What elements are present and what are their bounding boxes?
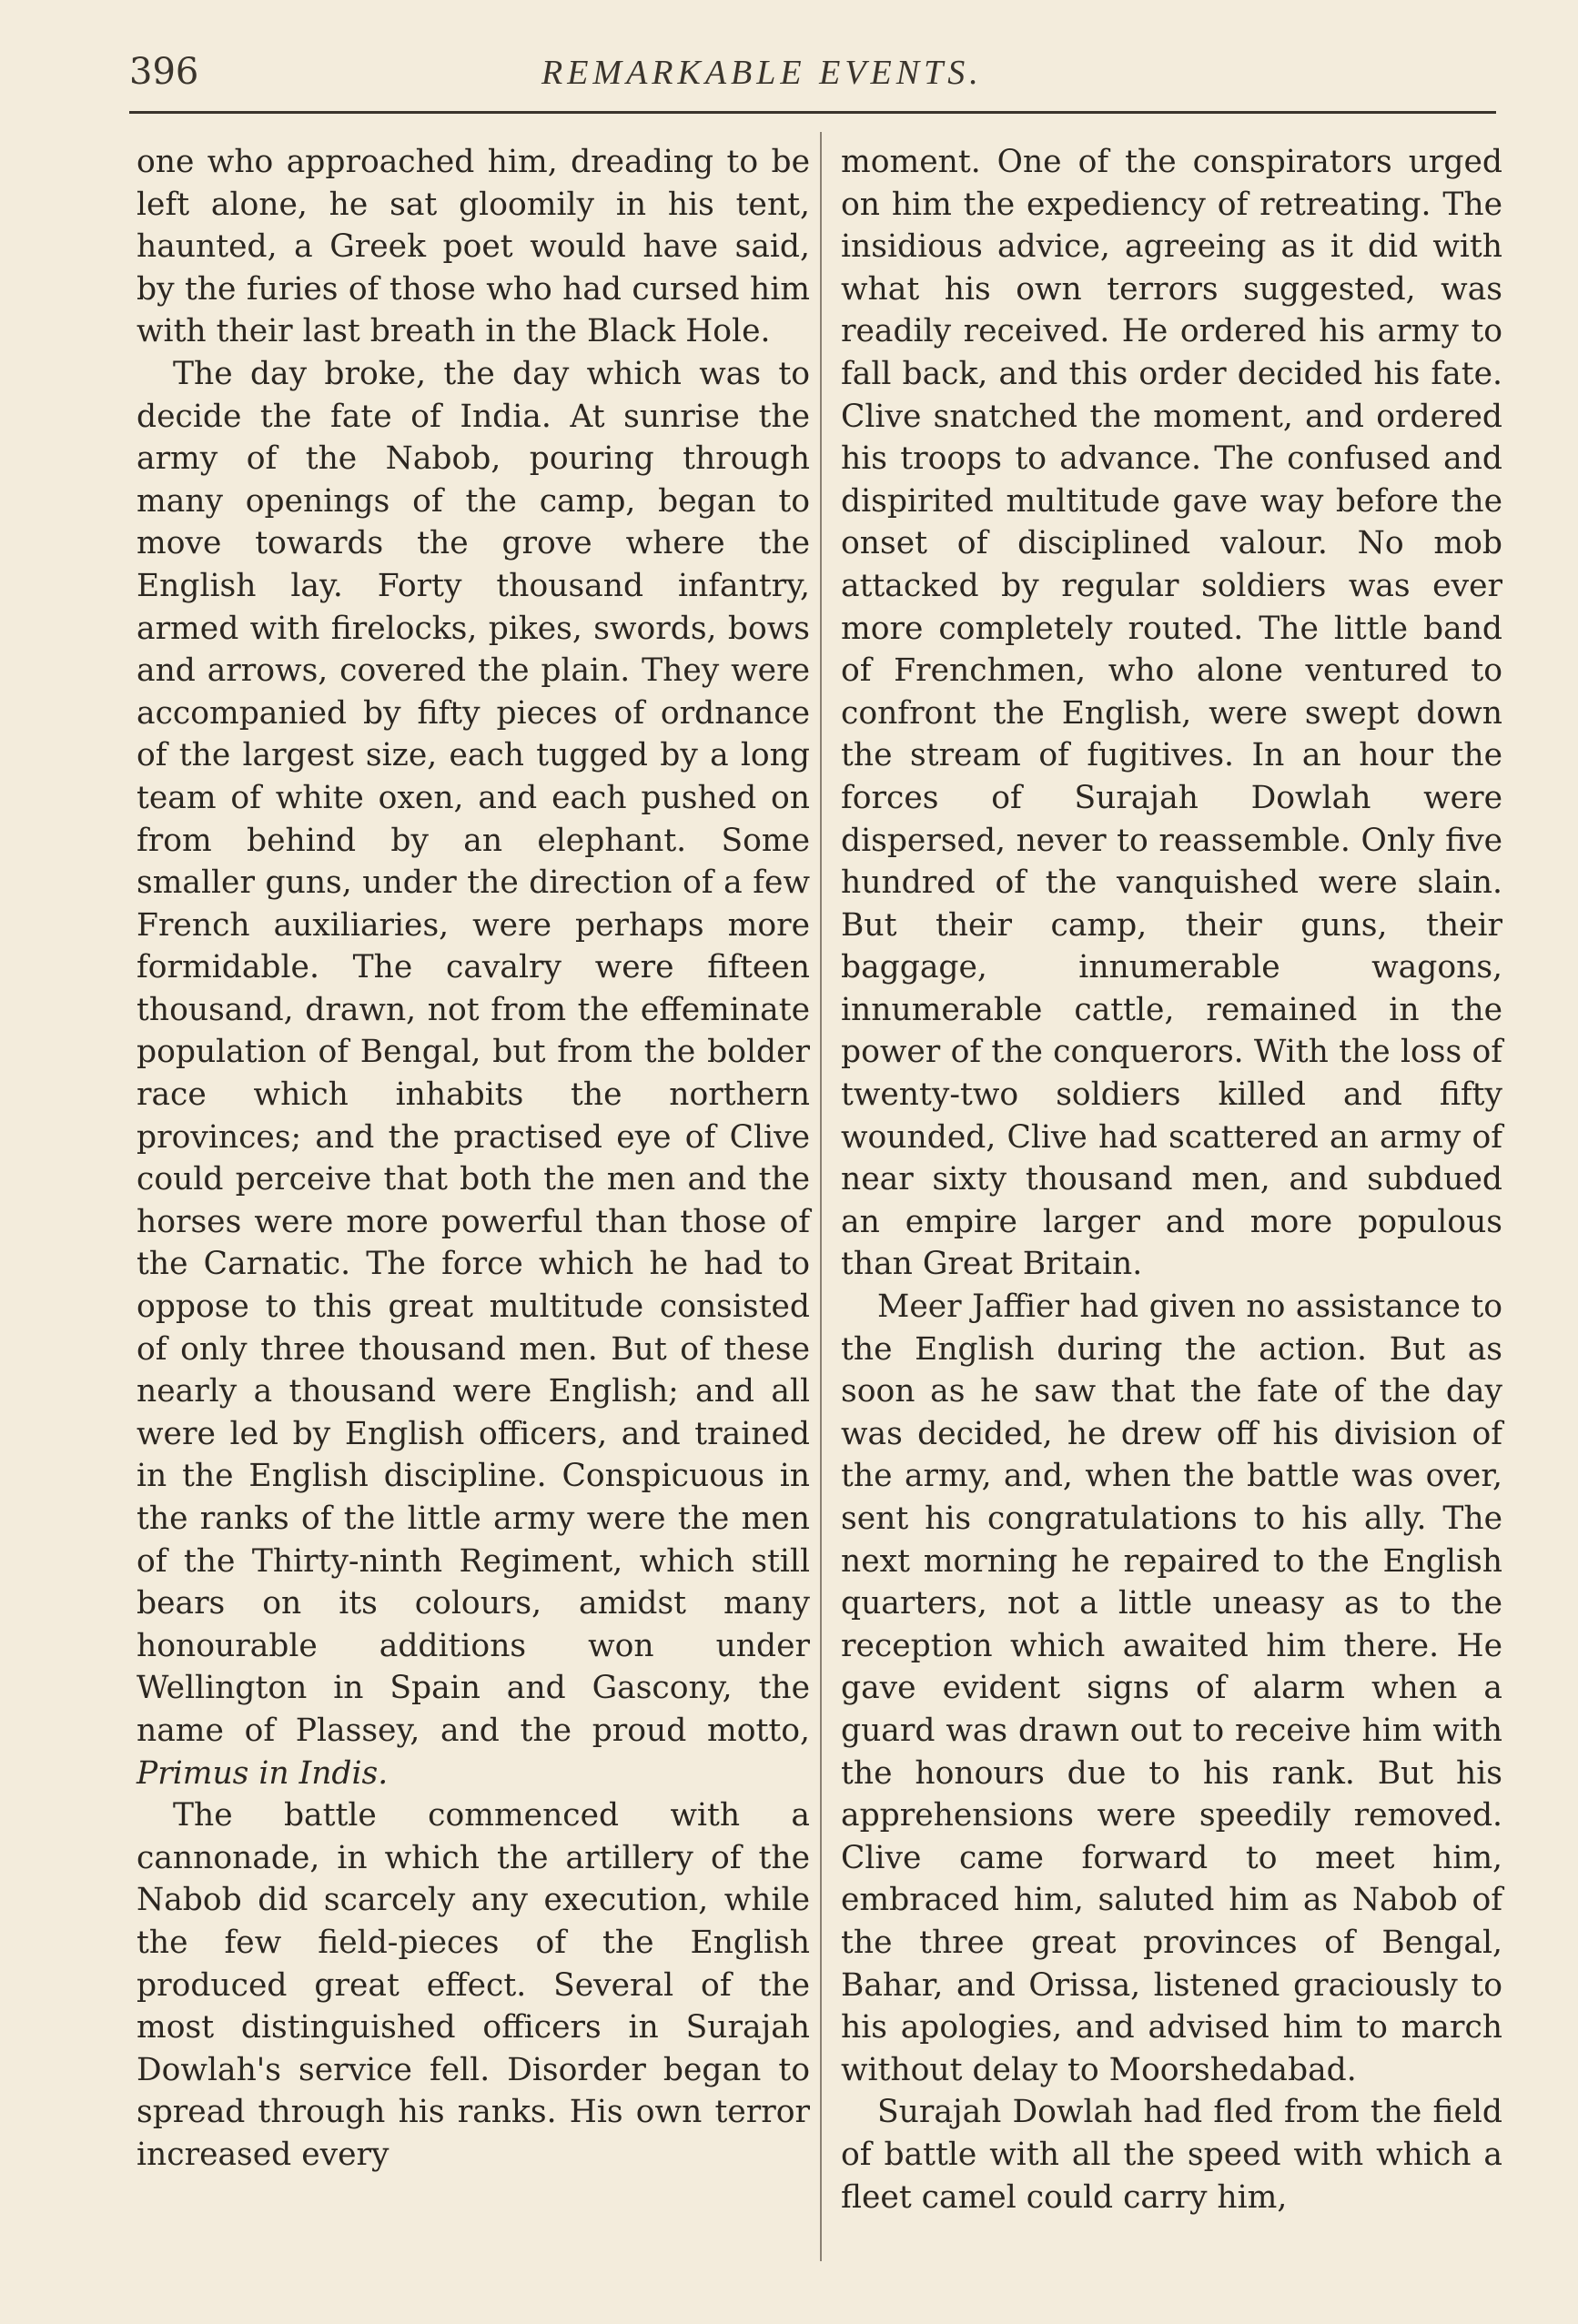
paragraph xyxy=(137,353,810,1794)
header-rule xyxy=(129,111,1496,114)
running-title: REMARKABLE EVENTS. xyxy=(541,54,983,92)
right-column xyxy=(841,141,1502,2218)
paragraph: The battle commenced with a cannonade, in which the artillery of the Nabob did scarcely any execution, while the few field-pieces of the English produced great effect. Several of the most distinguished officers in Surajah Dowlah's service fell. Disorder began to spread through his ranks. His own terror increased every xyxy=(137,1797,810,2173)
left-column xyxy=(137,141,810,2177)
paragraph: Surajah Dowlah had fled from the field of battle with all the speed with which a fleet camel could carry him, xyxy=(841,2094,1502,2216)
paragraph: moment. One of the conspirators urged on him the expediency of retreating. The insidious advice, agreeing as it did with what his own terrors suggested, was readily received. He ordered his army to fall back, and this order decided his fate. Clive snatched the moment, and ordered his troops to advance. The confused and dispirited multitude gave way before the onset of disciplined valour. No mob attacked by regular soldiers was ever more completely routed. The little band of Frenchmen, who alone ventured to confront the English, were swept down the stream of fugitives. In an hour the forces of Surajah Dowlah were dispersed, never to reassemble. Only five hundred of the vanquished were slain. But their camp, their guns, their baggage, innumerable wagons, innumerable cattle, remained in the power of the conquerors. With the loss of twenty-two soldiers killed and fifty wounded, Clive had scattered an army of near sixty thousand men, and subdued an empire larger and more populous than Great Britain. xyxy=(841,144,1502,1283)
paragraph-text: The day broke, the day which was to decide the fate of India. At sunrise the army of the Nabob, pouring through many openings of the camp, began to move towards the grove where the English lay. Forty thousand infantry, armed with firelocks, pikes, swords, bows and arrows, covered the plain. They were accompanied by fifty pieces of ordnance of the largest size, each tugged by a long team of white oxen, and each pushed on from behind by an elephant. Some smaller guns, under the direction of a few French auxiliaries, were perhaps more formidable. The cavalry were fifteen thousand, drawn, not from the effeminate population of Bengal, but from the bolder race which inhabits the northern provinces; and the practised eye of Clive could perceive that both the men and the horses were more powerful than those of the Carnatic. The force which he had to oppose to this great multitude consisted of only three thousand men. But of these nearly a thousand were English; and all were led by English officers, and trained in the English discipline. Conspicuous in the ranks of the little army were the men of the Thirty-ninth Regiment, which still bears on its colours, amidst many honourable additions won under Wellington in Spain and Gascony, the name of Plassey, and the proud motto, xyxy=(137,355,810,1749)
column-divider xyxy=(820,132,822,2261)
page-number: 396 xyxy=(129,51,199,93)
paragraph: one who approached him, dreading to be left alone, he sat gloomily in his tent, haunted, a Greek poet would have said, by the furies of those who had cursed him with their last breath in the Black Hole. xyxy=(137,144,810,350)
paragraph: Meer Jaffier had given no assistance to the English during the action. But as soon as he saw that the fate of the day was decided, he drew off his division of the army, and, when the battle was over, sent his congratulations to his ally. The next morning he repaired to the English quarters, not a little uneasy as to the reception which awaited him there. He gave evident signs of alarm when a guard was drawn out to receive him with the honours due to his rank. But his apprehensions were speedily removed. Clive came forward to meet him, embraced him, saluted him as Nabob of the three great provinces of Bengal, Bahar, and Orissa, listened graciously to his apologies, and advised him to march without delay to Moorshedabad. xyxy=(841,1288,1502,2088)
latin-motto: Primus in Indis. xyxy=(137,1754,389,1792)
